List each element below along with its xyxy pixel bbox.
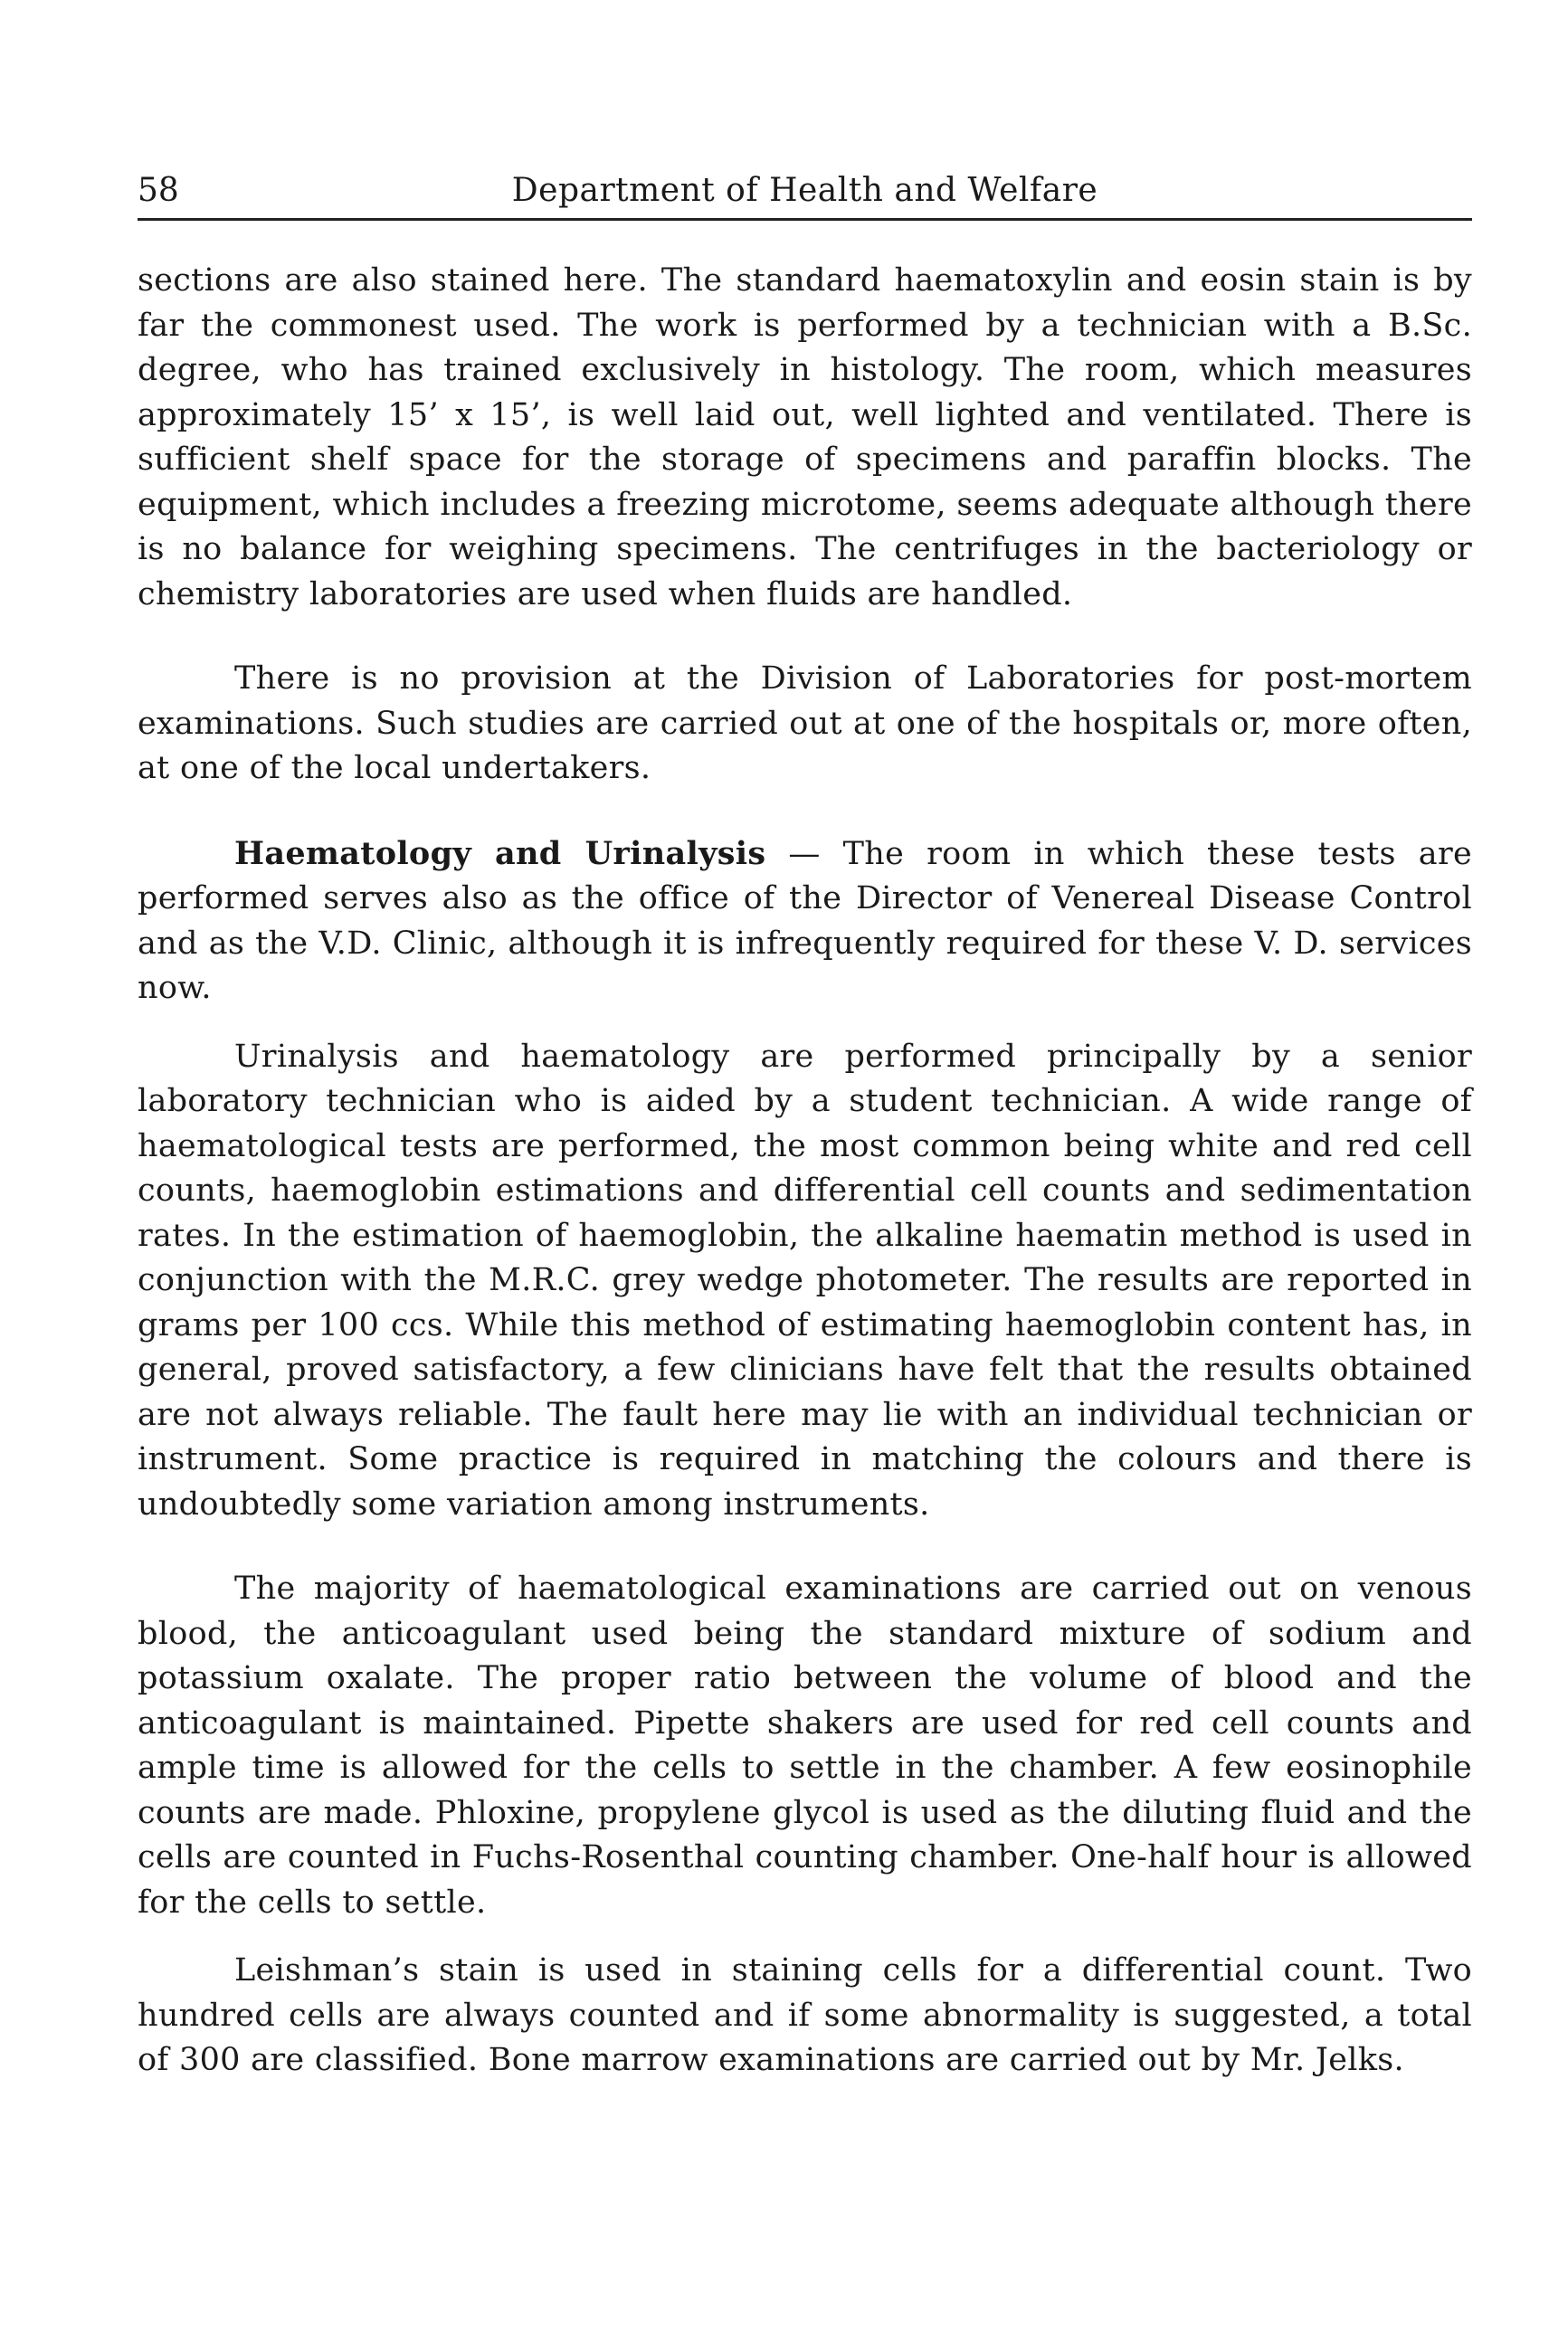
page-number: 58 — [138, 172, 179, 209]
page-header — [138, 167, 1472, 214]
paragraph-post-mortem: There is no provision at the Division of Laboratories for post-mortem examinations. Such studies are carried out at one of the hospitals or, more often, at one of the local undertakers. — [138, 660, 1472, 786]
paragraph-continued: sections are also stained here. The standard haematoxylin and eosin stain is by far the commonest used. The work is performed by a technician with a B.Sc. degree, who has trained exclusively in histology. The room, which measures approximately 15’ x 15’, is well laid out, well lighted and ventilated. There is sufficient shelf space for the storage of specimens and paraffin blocks. The equipment, which includes a freezing microtome, seems adequate although there is no balance for weighing specimens. The centrifuges in the bacteriology or chemistry laboratories are used when fluids are handled. — [138, 262, 1472, 612]
header-rule — [138, 218, 1472, 221]
section-heading-haematology-urinalysis: Haematology and Urinalysis — [234, 834, 766, 872]
paragraph-urinalysis: Urinalysis and haematology are performed principally by a senior laboratory technician who is aided by a student technician. A wide range of haematological tests are performed, the most common being white and red cell counts, haemoglobin estimations and differential cell counts and sedimentation rates. In the estimation of haemoglobin, the alkaline haematin method is used in conjunction with the M.R.C. grey wedge photometer. The results are reported in grams per 100 ccs. While this method of estimating haemoglobin content has, in general, proved satisfactory, a few clinicians have felt that the results obtained are not always reliable. The fault here may lie with an individual technician or instrument. Some practice is required in matching the colours and there is undoubtedly some variation among instruments. — [138, 1038, 1472, 1523]
paragraph-haematology-section — [138, 831, 1472, 1011]
section-paragraph-text: — The room in which these tests are performed serves also as the office of the Director of Venereal Disease Control and as the V.D. Clinic, although it is infrequently required for these V. D. services now. — [138, 835, 1472, 1006]
body-text — [138, 259, 1472, 2084]
paragraph-haematological-examinations: The majority of haematological examinations are carried out on venous blood, the anticoagulant used being the standard mixture of sodium and potassium oxalate. The proper ratio between the volume of blood and the anticoagulant is maintained. Pipette shakers are used for red cell counts and ample time is allowed for the cells to settle in the chamber. A few eosinophile counts are made. Phloxine, propylene glycol is used as the diluting fluid and the cells are counted in Fuchs-Rosenthal counting chamber. One-half hour is allowed for the cells to settle. — [138, 1571, 1472, 1921]
paragraph-leishman-stain: Leishman’s stain is used in staining cells for a differential count. Two hundred cells are always counted and if some abnormality is suggested, a total of 300 are classified. Bone marrow examinations are carried out by Mr. Jelks. — [138, 1952, 1472, 2078]
document-page — [138, 167, 1472, 2084]
running-head: Department of Health and Welfare — [511, 172, 1098, 209]
